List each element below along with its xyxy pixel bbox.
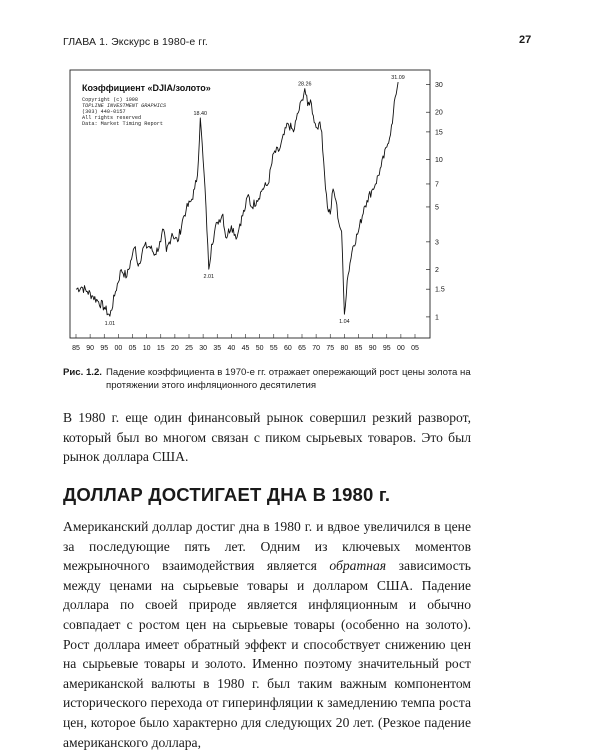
data-label: 28.26 xyxy=(298,81,312,88)
y-tick-label: 7 xyxy=(435,181,439,189)
body-paragraph xyxy=(63,517,471,752)
x-tick-label: 40 xyxy=(227,345,236,352)
running-header-chapter: ГЛАВА 1. Экскурс в 1980-е гг. xyxy=(63,36,208,48)
x-tick-label: 30 xyxy=(199,345,208,352)
x-tick-label: 80 xyxy=(340,345,349,352)
x-tick-label: 90 xyxy=(368,345,377,352)
y-tick-label: 10 xyxy=(435,157,443,165)
x-tick-label: 90 xyxy=(86,345,95,352)
x-tick-label: 45 xyxy=(241,345,250,352)
x-tick-label: 00 xyxy=(114,345,123,352)
figure-label: Рис. 1.2. xyxy=(63,367,102,378)
y-tick-label: 30 xyxy=(435,82,443,90)
body-text: зависимость между ценами на сырьевые товары и долларом США. Падение доллара по своей природе является инфляционным и обычно совпадает с ростом цен на сырьевые товары (особенно на золото). Рост доллара имеет обратный эффект и способствует снижению цен на сырьевые товары и золото. Именно поэтому значительный рост американской валюты в 1980 г. был таким важным компонентом исторического перехода от гиперинфляции к замедлению темпа роста цен, которое было характерно для следующих 20 лет. (Резкое падение американского доллара, xyxy=(63,558,471,750)
emphasis-text: обратная xyxy=(329,558,387,574)
chart-note: TOPLINE INVESTMENT GRAPHICS xyxy=(82,103,167,109)
chart-note: (303) 440-0157 xyxy=(82,109,126,115)
section-heading: ДОЛЛАР ДОСТИГАЕТ ДНА В 1980 г. xyxy=(63,484,391,505)
data-label: 1.01 xyxy=(104,321,116,328)
data-label: 18.40 xyxy=(193,110,208,117)
y-tick-label: 3 xyxy=(435,239,439,247)
x-tick-label: 05 xyxy=(411,345,419,352)
body-paragraph: В 1980 г. еще один финансовый рынок совершил резкий разворот, который был во многом связан с пиком сырьевых товаров. Это был рынок доллара США. xyxy=(63,410,471,465)
figure-caption xyxy=(63,366,473,392)
page-number: 27 xyxy=(519,34,532,46)
y-tick-label: 2 xyxy=(435,267,439,275)
y-tick-label: 1 xyxy=(435,314,439,322)
y-tick-label: 5 xyxy=(435,204,439,212)
x-tick-label: 25 xyxy=(185,345,193,352)
figure-caption-text: Падение коэффициента в 1970-е гг. отражает опережающий рост цены золота на протяжении этого инфляционного десятилетия xyxy=(106,367,471,391)
x-tick-label: 60 xyxy=(283,345,292,352)
x-tick-label: 00 xyxy=(396,345,405,352)
x-tick-label: 15 xyxy=(156,345,165,352)
x-tick-label: 55 xyxy=(269,345,278,352)
ratio-chart xyxy=(60,60,475,360)
body-text: Американский доллар достиг дна в 1980 г. и вдвое увеличился в цене за последующие пять лет. Одним из ключевых моментов межрыночного взаимодействия является xyxy=(63,519,471,574)
x-tick-label: 70 xyxy=(312,345,321,352)
y-tick-label: 20 xyxy=(435,109,443,117)
data-label: 1.04 xyxy=(339,319,350,326)
chart-note: Data: Market Timing Report xyxy=(82,121,163,127)
x-tick-label: 05 xyxy=(128,345,137,352)
chart-note: Copyright (c) 1998 xyxy=(82,97,139,103)
x-tick-label: 85 xyxy=(354,345,363,352)
data-label: 31.09 xyxy=(391,75,405,82)
y-tick-label: 1.5 xyxy=(435,286,445,294)
x-tick-label: 10 xyxy=(142,345,151,352)
y-tick-label: 15 xyxy=(435,129,443,137)
x-tick-label: 95 xyxy=(382,345,391,352)
x-tick-label: 75 xyxy=(326,345,335,352)
chart-title: Коэффициент «DJIA/золото» xyxy=(82,83,211,93)
x-tick-label: 20 xyxy=(170,345,179,352)
x-tick-label: 95 xyxy=(100,345,109,352)
x-tick-label: 50 xyxy=(255,345,264,352)
data-label: 2.01 xyxy=(203,274,215,281)
x-tick-label: 35 xyxy=(213,345,222,352)
chart-note: All rights reserved xyxy=(82,115,142,121)
x-tick-label: 65 xyxy=(298,345,306,352)
chart-notes xyxy=(82,97,167,127)
x-tick-label: 85 xyxy=(72,345,80,352)
